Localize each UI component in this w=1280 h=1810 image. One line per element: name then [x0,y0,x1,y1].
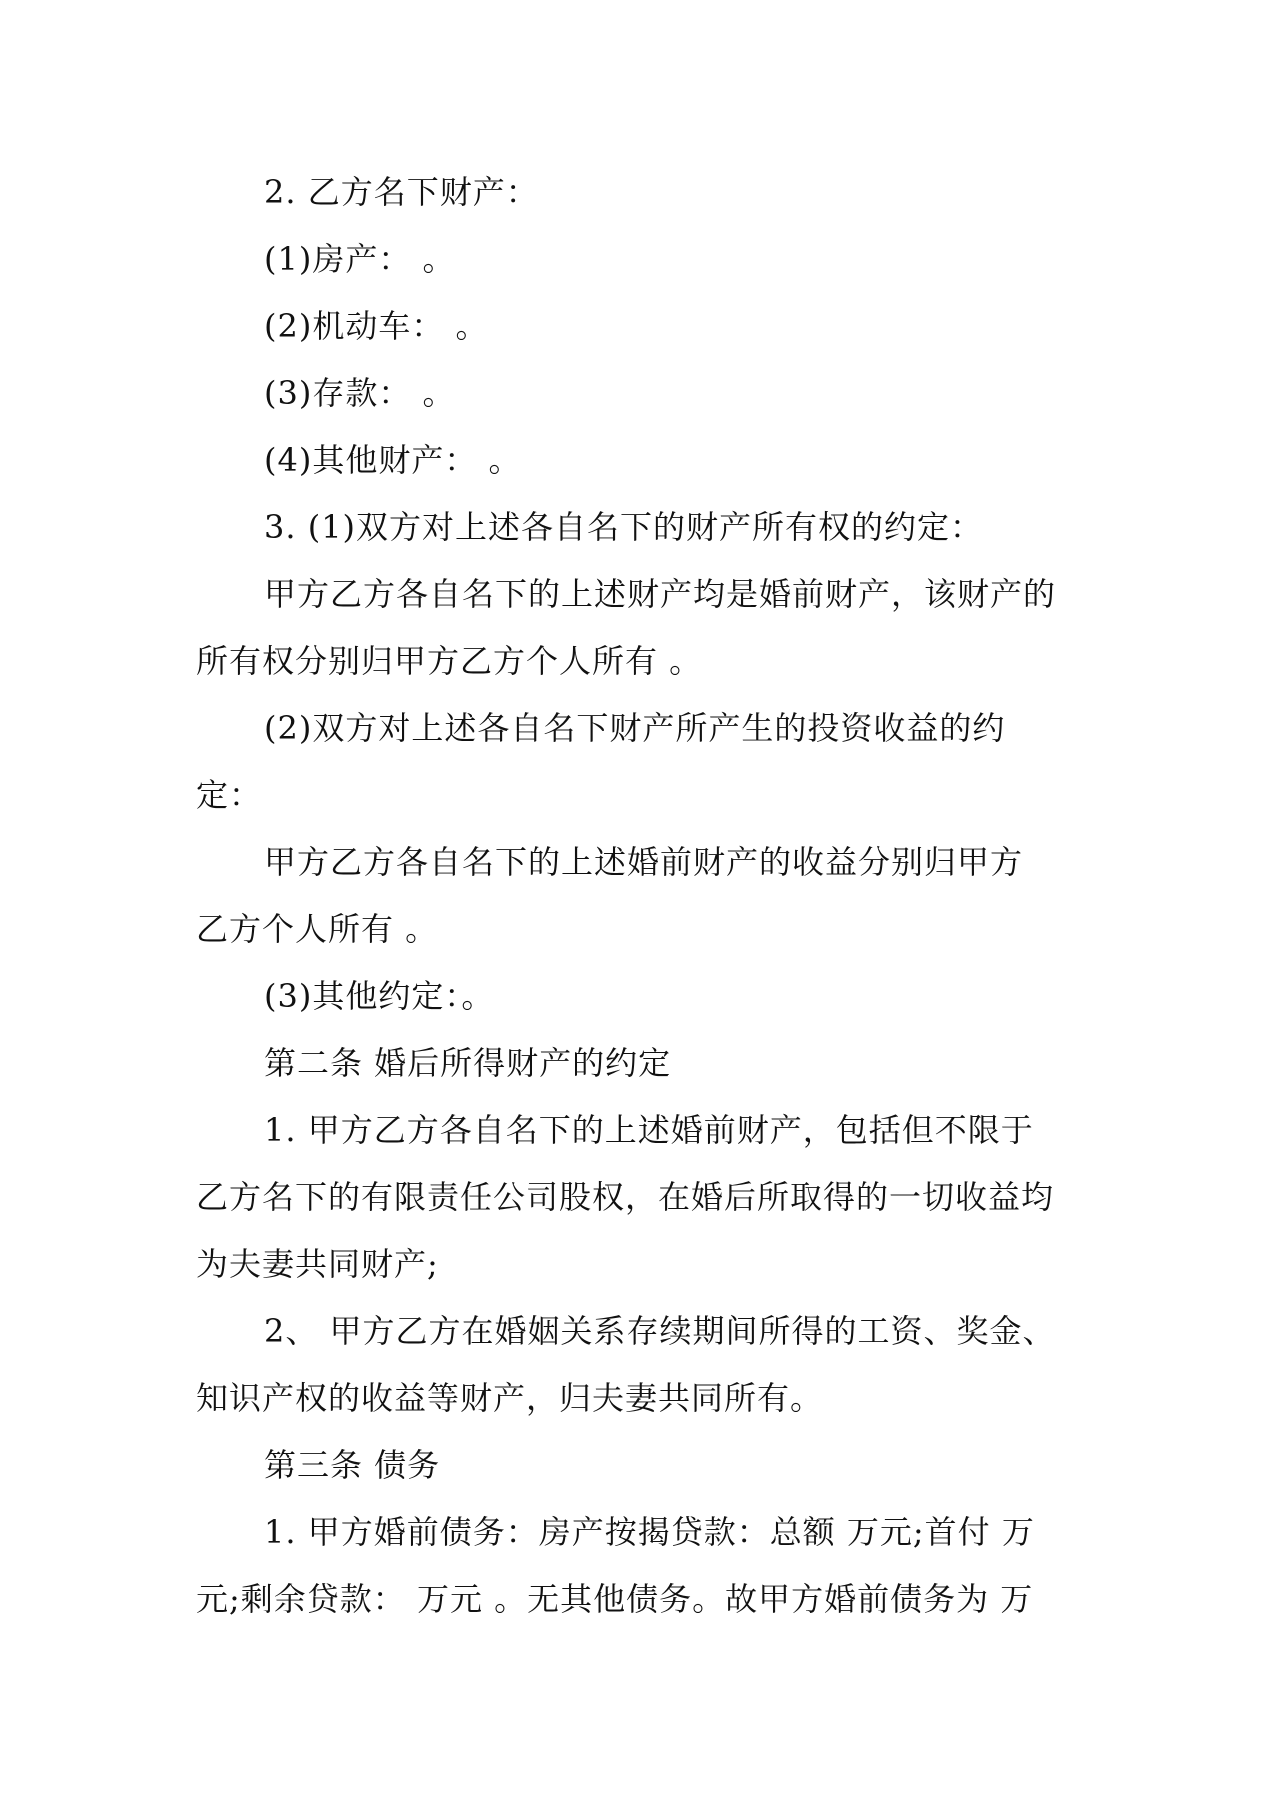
paragraph-line: 甲方乙方各自名下的上述财产均是婚前财产，该财产的 [264,575,1057,613]
paragraph-line: (2)机动车： 。 [264,307,489,345]
paragraph-line: 2、 甲方乙方在婚姻关系存续期间所得的工资、奖金、 [264,1312,1056,1350]
paragraph-line: 为夫妻共同财产; [196,1245,439,1283]
paragraph-line: 3. (1)双方对上述各自名下的财产所有权的约定： [264,508,984,546]
paragraph-line: 2. 乙方名下财产： [264,173,539,211]
paragraph-line: (1)房产： 。 [264,240,456,278]
section-heading: 第二条 婚后所得财产的约定 [264,1044,672,1082]
paragraph-line: (2)双方对上述各自名下财产所产生的投资收益的约 [264,709,1006,747]
paragraph-line: 乙方名下的有限责任公司股权，在婚后所取得的一切收益均 [196,1178,1055,1216]
paragraph-line: 1. 甲方婚前债务：房产按揭贷款：总额 万元;首付 万 [264,1513,1035,1551]
paragraph-line: 乙方个人所有 。 [196,910,439,948]
paragraph-line: 1. 甲方乙方各自名下的上述婚前财产，包括但不限于 [264,1111,1034,1149]
paragraph-line: 知识产权的收益等财产，归夫妻共同所有。 [196,1379,824,1417]
paragraph-line: 所有权分别归甲方乙方个人所有 。 [196,642,703,680]
paragraph-line: 定： [196,776,263,814]
paragraph-line: 甲方乙方各自名下的上述婚前财产的收益分别归甲方 [264,843,1024,881]
paragraph-line: 元;剩余贷款： 万元 。无其他债务。故甲方婚前债务为 万 [196,1580,1034,1618]
section-heading: 第三条 债务 [264,1446,441,1484]
paragraph-line: (3)存款： 。 [264,374,456,412]
paragraph-line: (4)其他财产： 。 [264,441,522,479]
paragraph-line: (3)其他约定：。 [264,977,495,1015]
